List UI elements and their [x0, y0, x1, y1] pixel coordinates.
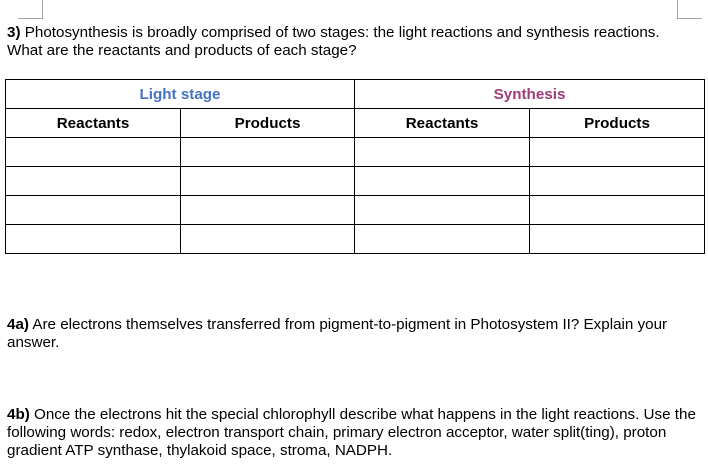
question-4b-number: 4b): [7, 406, 30, 423]
question-3: [7, 24, 667, 60]
question-3-text: Photosynthesis is broadly comprised of two stages: the light reactions and synthesis reactions. What are the reactants and products of each stage?: [7, 24, 660, 59]
table-cell[interactable]: [181, 138, 355, 167]
table-cell[interactable]: [530, 196, 705, 225]
reactants-products-table: [5, 79, 705, 254]
question-4a-text: Are electrons themselves transferred from pigment-to-pigment in Photosystem II? Explain your answer.: [7, 316, 668, 351]
table-row: [6, 196, 705, 225]
table-cell[interactable]: [355, 138, 530, 167]
question-3-number: 3): [7, 24, 21, 41]
table-cell[interactable]: [355, 225, 530, 254]
table-cell[interactable]: [530, 167, 705, 196]
stage-header-row: [6, 80, 705, 109]
table-cell[interactable]: [6, 167, 181, 196]
synthesis-stage-header: Synthesis: [355, 80, 705, 109]
column-header-synthesis-reactants: Reactants: [355, 109, 530, 138]
question-4a: [7, 316, 697, 352]
column-header-light-reactants: Reactants: [6, 109, 181, 138]
table-row: [6, 138, 705, 167]
column-header-light-products: Products: [181, 109, 355, 138]
table-cell[interactable]: [181, 167, 355, 196]
table-cell[interactable]: [355, 167, 530, 196]
table-cell[interactable]: [6, 138, 181, 167]
page-corner-mark-right: [677, 0, 702, 19]
table-cell[interactable]: [355, 196, 530, 225]
table-cell[interactable]: [181, 225, 355, 254]
table-cell[interactable]: [181, 196, 355, 225]
column-header-row: [6, 109, 705, 138]
question-4a-number: 4a): [7, 316, 29, 333]
question-4b-text: Once the electrons hit the special chlorophyll describe what happens in the light reactions. Use the following words: redox, electron transport chain, primary electron acceptor, water split(ting), proton gradient ATP synthase, thylakoid space, stroma, NADPH.: [7, 406, 696, 459]
table-cell[interactable]: [6, 196, 181, 225]
light-stage-header: Light stage: [6, 80, 355, 109]
table-cell[interactable]: [530, 138, 705, 167]
page-corner-mark-left: [18, 0, 43, 19]
table-row: [6, 167, 705, 196]
table-cell[interactable]: [530, 225, 705, 254]
table-row: [6, 225, 705, 254]
table-cell[interactable]: [6, 225, 181, 254]
question-4b: [7, 406, 697, 460]
column-header-synthesis-products: Products: [530, 109, 705, 138]
